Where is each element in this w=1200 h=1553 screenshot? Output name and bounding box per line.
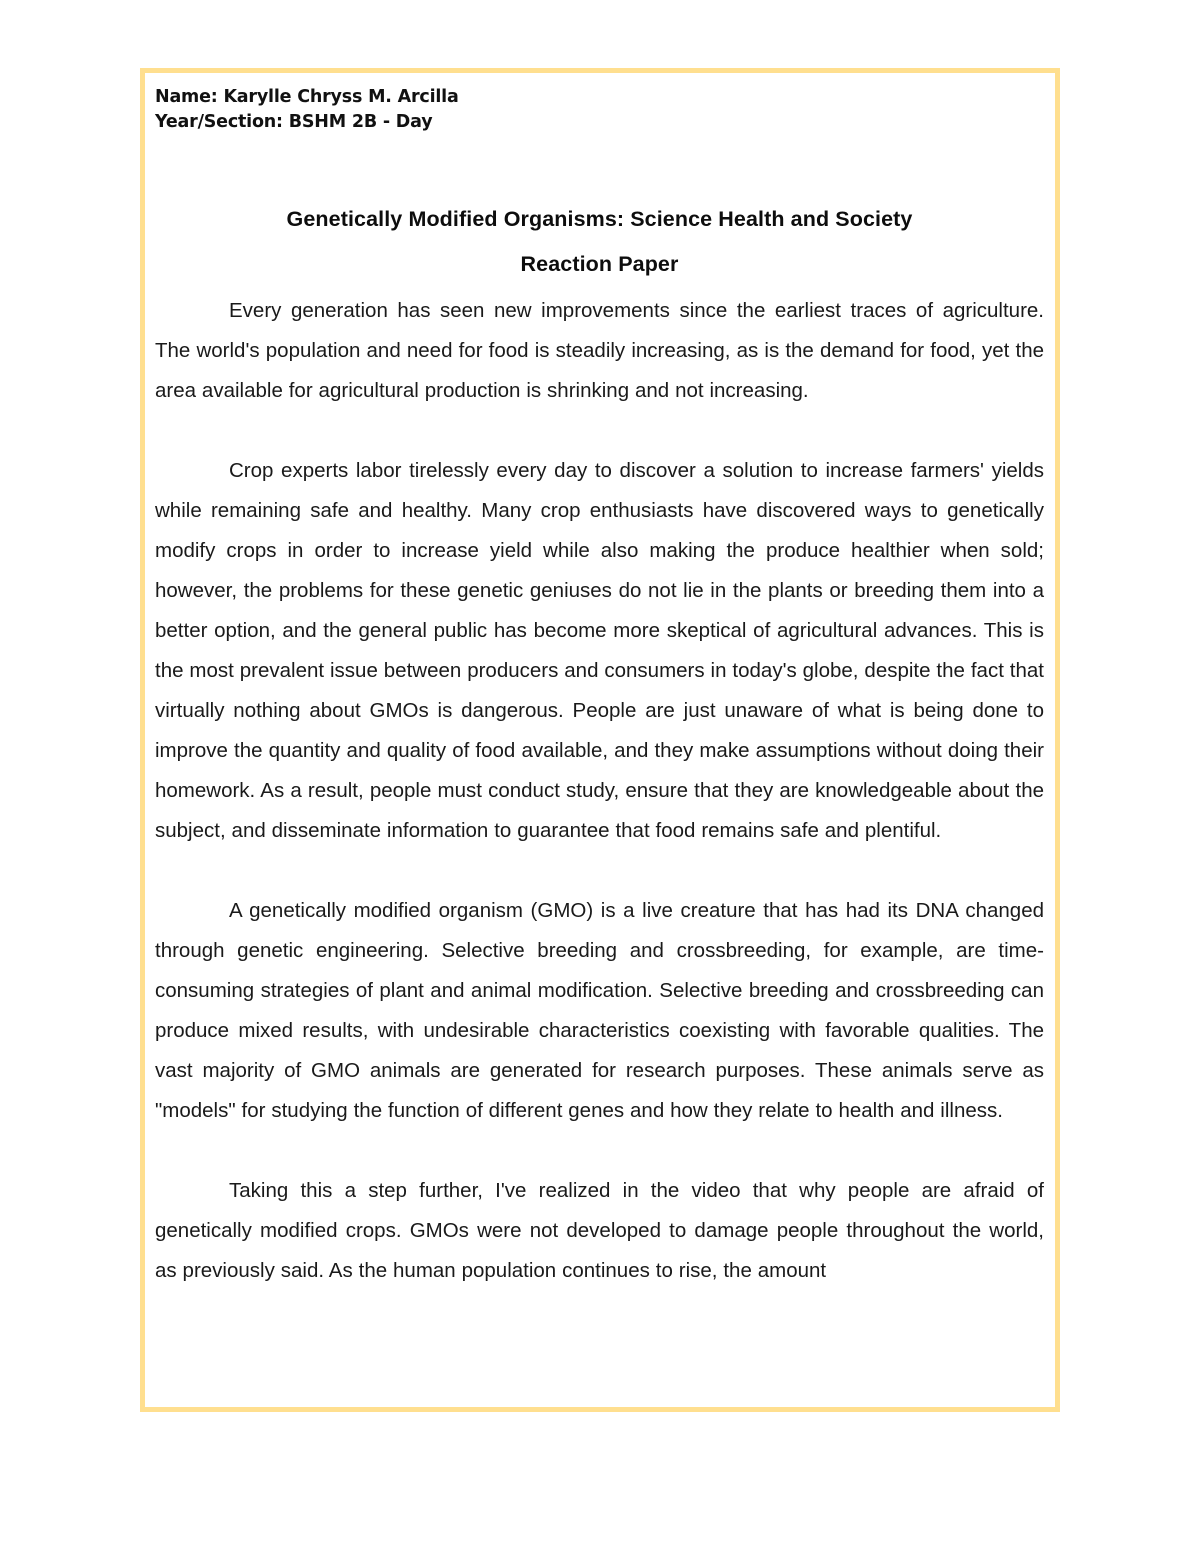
document-sheet: [140, 68, 1060, 1412]
document-content-area: [145, 73, 1055, 1407]
document-title: Genetically Modified Organisms: Science Health and Society: [286, 207, 913, 231]
document-subtitle: Reaction Paper: [520, 252, 679, 276]
body-paragraph-2: Crop experts labor tirelessly every day to discover a solution to increase farmers' yields while remaining safe and healthy. Many crop enthusiasts have discovered ways to genetically modify crops in order to increase yield while also making the produce healthier when sold; however, the problems for these genetic geniuses do not lie in the plants or breeding them into a better option, and the general public has become more skeptical of agricultural advances. This is the most prevalent issue between producers and consumers in today's globe, despite the fact that virtually nothing about GMOs is dangerous. People are just unaware of what is being done to improve the quantity and quality of food available, and they make assumptions without doing their homework. As a result, people must conduct study, ensure that they are knowledgeable about the subject, and disseminate information to guarantee that food remains safe and plentiful.: [155, 459, 1044, 842]
title-block: [155, 197, 1044, 287]
student-name-line: Name: Karylle Chryss M. Arcilla: [155, 87, 459, 107]
document-body: [155, 291, 1044, 1291]
body-paragraph-3: A genetically modified organism (GMO) is a live creature that has had its DNA changed through genetic engineering. Selective breeding and crossbreeding, for example, are time-consuming strategies of plant and animal modification. Selective breeding and crossbreeding can produce mixed results, with undesirable characteristics coexisting with favorable qualities. The vast majority of GMO animals are generated for research purposes. These animals serve as "models" for studying the function of different genes and how they relate to health and illness.: [155, 899, 1044, 1122]
student-info-header: [155, 85, 1044, 135]
body-paragraph-1: Every generation has seen new improvements since the earliest traces of agriculture. The world's population and need for food is steadily increasing, as is the demand for food, yet the area available for agricultural production is shrinking and not increasing.: [155, 299, 1044, 402]
student-section-line: Year/Section: BSHM 2B - Day: [155, 112, 433, 132]
body-paragraph-4: Taking this a step further, I've realized in the video that why people are afraid of genetically modified crops. GMOs were not developed to damage people throughout the world, as previously said. As the human population continues to rise, the amount: [155, 1179, 1044, 1282]
